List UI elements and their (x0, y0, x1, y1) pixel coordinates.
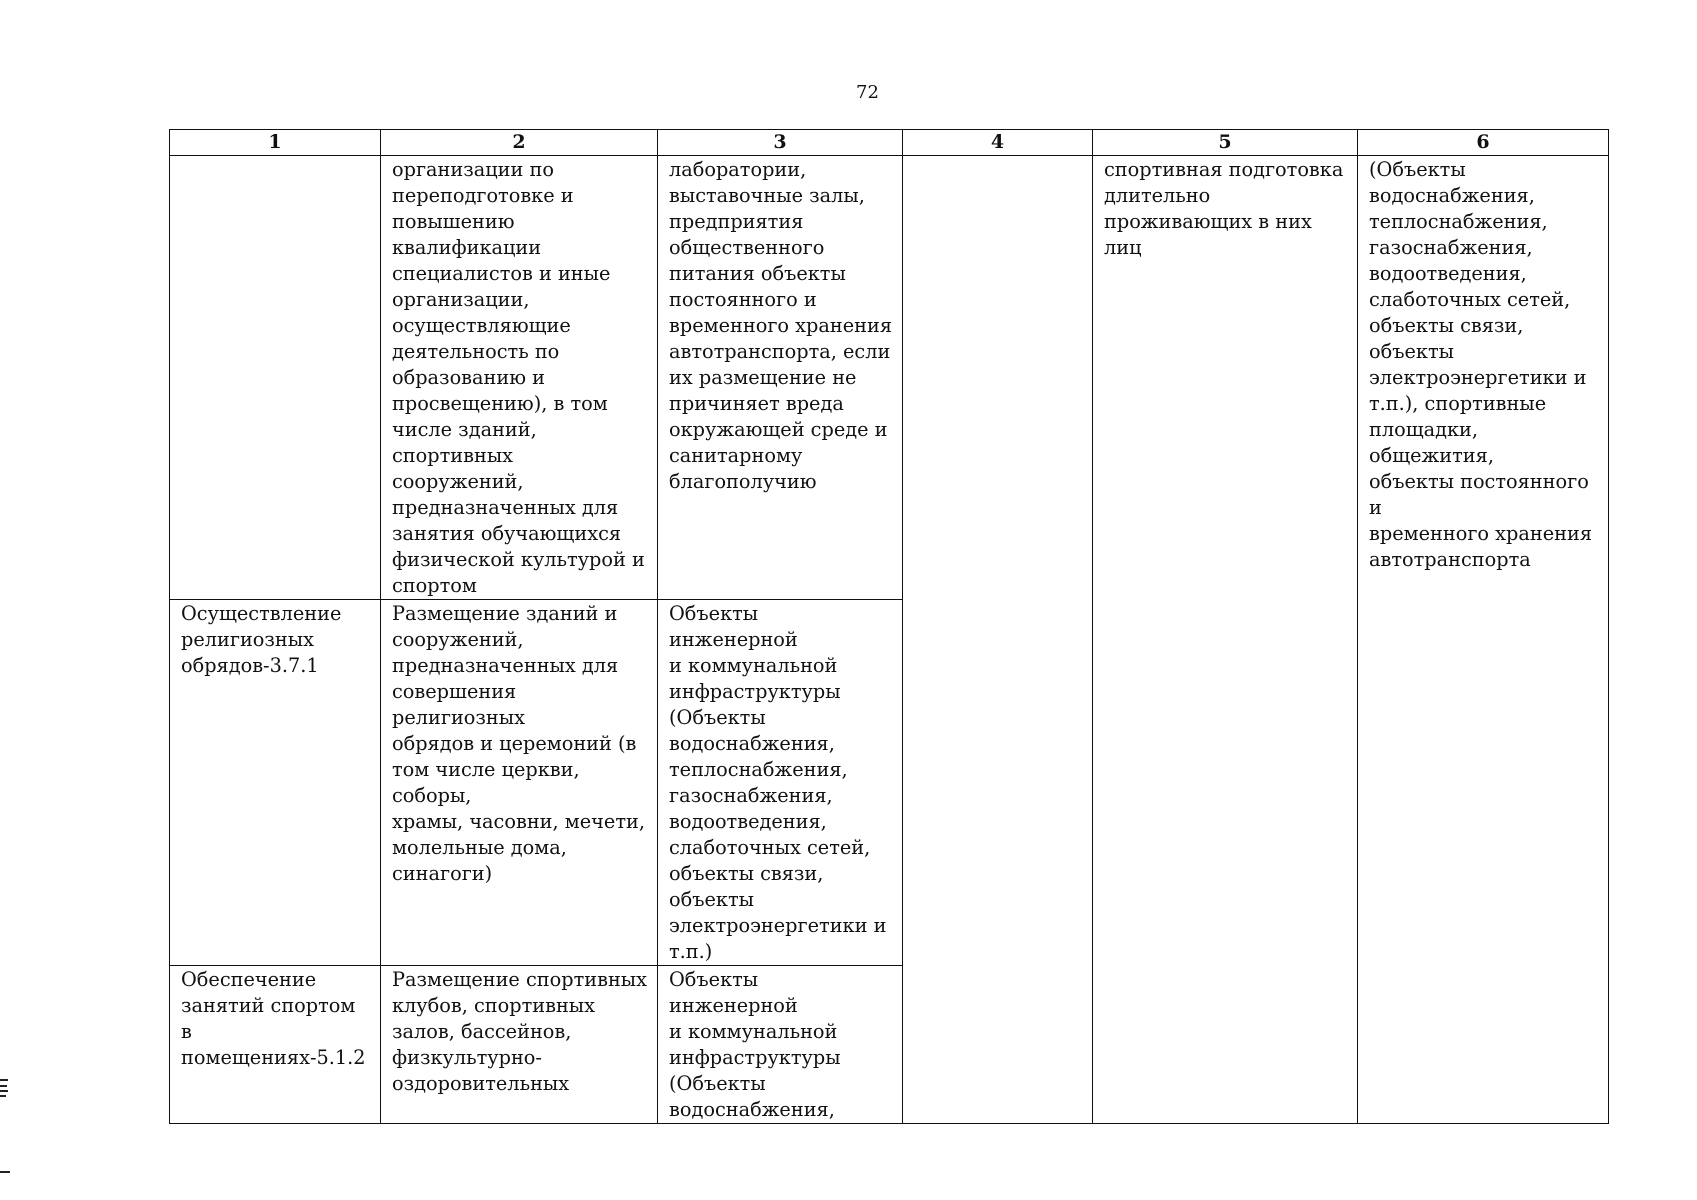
scan-artifact (0, 1095, 6, 1097)
scan-artifact (0, 1171, 10, 1173)
cell-text: Обеспечение занятий спортом в помещениях-5.1.2 (181, 968, 366, 1069)
zoning-table (169, 129, 1609, 1124)
zoning-table-wrapper (169, 129, 1608, 1121)
column-header-6: 6 (1358, 130, 1609, 156)
page-number: 72 (856, 82, 879, 103)
cell-text: Размещение спортивных клубов, спортивных залов, бассейнов, физкультурно- оздоровительных (392, 968, 648, 1095)
table-cell (1093, 156, 1358, 1124)
scan-artifact (0, 1079, 8, 1081)
table-cell (658, 156, 903, 600)
cell-text: спортивная подготовка длительно проживающих в них лиц (1104, 158, 1344, 259)
table-row (170, 156, 1609, 600)
scan-artifact (0, 1085, 7, 1087)
table-cell (381, 600, 658, 966)
table-cell (170, 156, 381, 600)
cell-text: Осуществление религиозных обрядов-3.7.1 (181, 602, 342, 677)
table-cell (658, 966, 903, 1124)
column-header-2: 2 (381, 130, 658, 156)
cell-text: организации по переподготовке и повышению квалификации специалистов и иные организации, осуществляющие деятельность по образованию и просвещению), в том числе зданий, спортивных сооружений, предназначенных для занятия обучающихся физической культурой и спортом (392, 158, 645, 597)
cell-text: Размещение зданий и сооружений, предназначенных для совершения религиозных обрядов и церемоний (в том числе церкви, соборы, храмы, часовни, мечети, молельные дома, синагоги) (392, 602, 645, 885)
cell-text: лаборатории, выставочные залы, предприятия общественного питания объекты постоянного и временного хранения автотранспорта, если их размещение не причиняет вреда окружающей среде и санитарному благополучию (669, 158, 893, 493)
table-cell (381, 966, 658, 1124)
column-header-5: 5 (1093, 130, 1358, 156)
table-header-row (170, 130, 1609, 156)
column-header-1: 1 (170, 130, 381, 156)
table-cell (658, 600, 903, 966)
table-cell (170, 600, 381, 966)
cell-text: Объекты инженерной и коммунальной инфраструктуры (Объекты водоснабжения, (669, 968, 841, 1121)
column-header-3: 3 (658, 130, 903, 156)
cell-text: (Объекты водоснабжения, теплоснабжения, газоснабжения, водоотведения, слаботочных сетей, объекты связи, объекты электроэнергетики и т.п.), спортивные площадки, общежития, объекты постоянного и временного хранения автотранспорта (1369, 158, 1593, 571)
table-cell (903, 156, 1093, 1124)
table-cell (170, 966, 381, 1124)
column-header-4: 4 (903, 130, 1093, 156)
cell-text: Объекты инженерной и коммунальной инфраструктуры (Объекты водоснабжения, теплоснабжения, газоснабжения, водоотведения, слаботочных сетей, объекты связи, объекты электроэнергетики и т.п.) (669, 602, 887, 963)
table-cell (381, 156, 658, 600)
table-cell (1358, 156, 1609, 1124)
scan-artifact (0, 1090, 8, 1092)
